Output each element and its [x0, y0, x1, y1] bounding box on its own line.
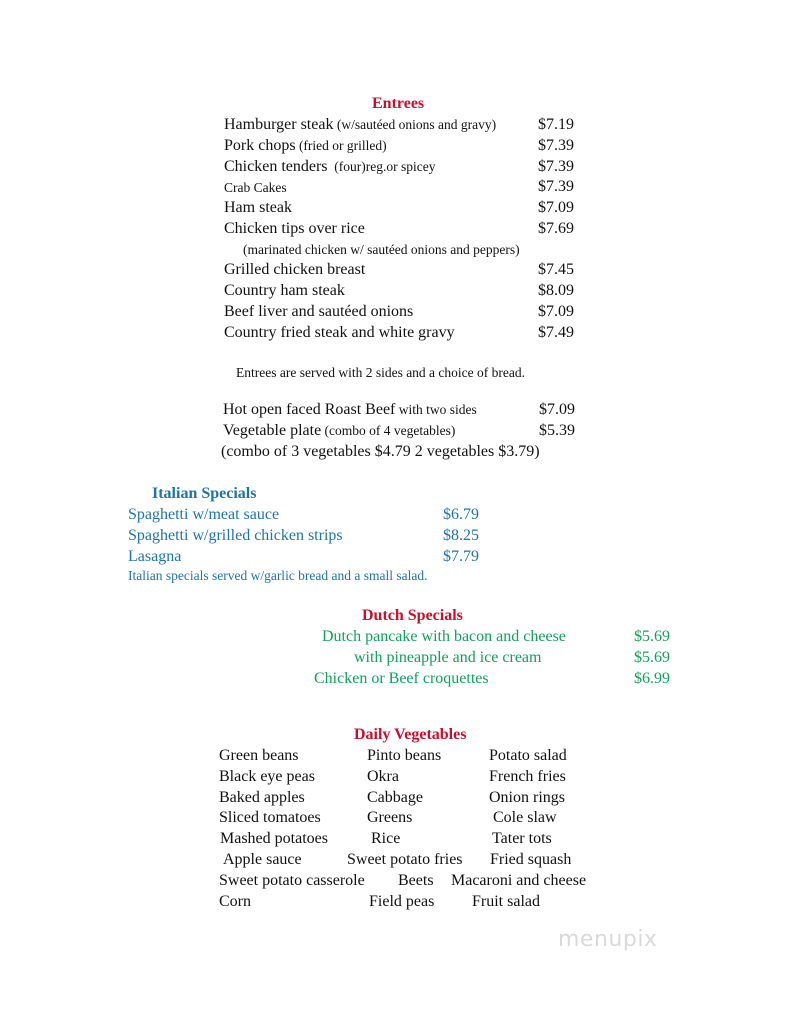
menu-item-name: Chicken tenders (four)reg.or spicey [224, 158, 436, 175]
dutch-title: Dutch Specials [362, 607, 463, 624]
vegetable-item: Rice [371, 830, 401, 847]
vegetable-item: Green beans [219, 747, 299, 764]
vegetable-item: Sweet potato fries [347, 851, 463, 868]
menu-item-name: Lasagna [128, 548, 182, 565]
menu-item-price: $7.09 [539, 401, 575, 418]
vegetable-item: Sliced tomatoes [219, 809, 321, 826]
menu-item-name: Spaghetti w/grilled chicken strips [128, 527, 343, 544]
vegetable-item: Tater tots [492, 830, 552, 847]
menu-item-name: Country fried steak and white gravy [224, 324, 455, 341]
entrees-served-note: Entrees are served with 2 sides and a choice of bread. [236, 365, 526, 380]
menu-item-price: $7.39 [538, 178, 574, 195]
menu-item-name: Ham steak [224, 199, 292, 216]
vegetable-item: Black eye peas [219, 768, 315, 785]
menu-item-name: Chicken tips over rice [224, 220, 365, 237]
vegetable-item: Corn [219, 893, 251, 910]
chicken-tips-note: (marinated chicken w/ sautéed onions and peppers) [243, 242, 520, 257]
vegetable-item: Sweet potato casserole [219, 872, 365, 889]
vegetable-item: Fried squash [490, 851, 572, 868]
menupix-watermark: menupix [558, 927, 658, 952]
vegetable-item: Beets [398, 872, 434, 889]
menu-item-price: $7.69 [538, 220, 574, 237]
menu-item-price: $5.69 [634, 628, 670, 645]
menu-item-name: Country ham steak [224, 282, 345, 299]
combo-note: (combo of 3 vegetables $4.79 2 vegetables $3.79) [221, 443, 540, 460]
menu-item-price: $5.69 [634, 649, 670, 666]
vegetable-item: Field peas [369, 893, 435, 910]
menu-item-name: Dutch pancake with bacon and cheese [322, 628, 566, 645]
menu-item-price: $7.45 [538, 261, 574, 278]
vegetable-item: Okra [367, 768, 399, 785]
menu-item-price: $6.79 [443, 506, 479, 523]
menu-item-name: Chicken or Beef croquettes [314, 670, 489, 687]
vegetable-item: Baked apples [219, 789, 305, 806]
menu-item-name: with pineapple and ice cream [354, 649, 542, 666]
italian-title: Italian Specials [152, 485, 257, 502]
menu-item-price: $8.25 [443, 527, 479, 544]
menu-item-price: $6.99 [634, 670, 670, 687]
vegetable-item: Potato salad [489, 747, 567, 764]
menu-item-price: $7.49 [538, 324, 574, 341]
vegetable-item: Greens [367, 809, 413, 826]
vegetable-item: Cole slaw [493, 809, 557, 826]
menu-item-price: $7.09 [538, 199, 574, 216]
menu-item-name: Hamburger steak (w/sautéed onions and gravy) [224, 116, 497, 133]
menu-item-name: Crab Cakes [224, 180, 287, 195]
menu-item-price: $8.09 [538, 282, 574, 299]
menu-item-price: $7.79 [443, 548, 479, 565]
menu-item-price: $7.39 [538, 137, 574, 154]
menu-item-name: Beef liver and sautéed onions [224, 303, 414, 320]
vegetable-item: Onion rings [489, 789, 565, 806]
menu-item-price: $7.39 [538, 158, 574, 175]
menu-item-name: Spaghetti w/meat sauce [128, 506, 280, 523]
vegetable-item: Mashed potatoes [220, 830, 328, 847]
menu-item-price: $7.19 [538, 116, 574, 133]
menu-item-name: Grilled chicken breast [224, 261, 366, 278]
menu-item-name: Vegetable plate (combo of 4 vegetables) [223, 422, 456, 439]
italian-note: Italian specials served w/garlic bread and a small salad. [128, 568, 428, 583]
vegetable-item: Pinto beans [367, 747, 442, 764]
menu-item-price: $7.09 [538, 303, 574, 320]
entrees-title: Entrees [372, 95, 425, 112]
vegetable-item: Cabbage [367, 789, 423, 806]
vegetable-item: Macaroni and cheese [451, 872, 587, 889]
menu-item-name: Hot open faced Roast Beef with two sides [223, 401, 477, 418]
menu-item-name: Pork chops (fried or grilled) [224, 137, 387, 154]
menu-item-price: $5.39 [539, 422, 575, 439]
vegetable-item: Fruit salad [472, 893, 540, 910]
vegetable-item: Apple sauce [223, 851, 302, 868]
vegetables-title: Daily Vegetables [354, 726, 467, 743]
vegetable-item: French fries [489, 768, 566, 785]
